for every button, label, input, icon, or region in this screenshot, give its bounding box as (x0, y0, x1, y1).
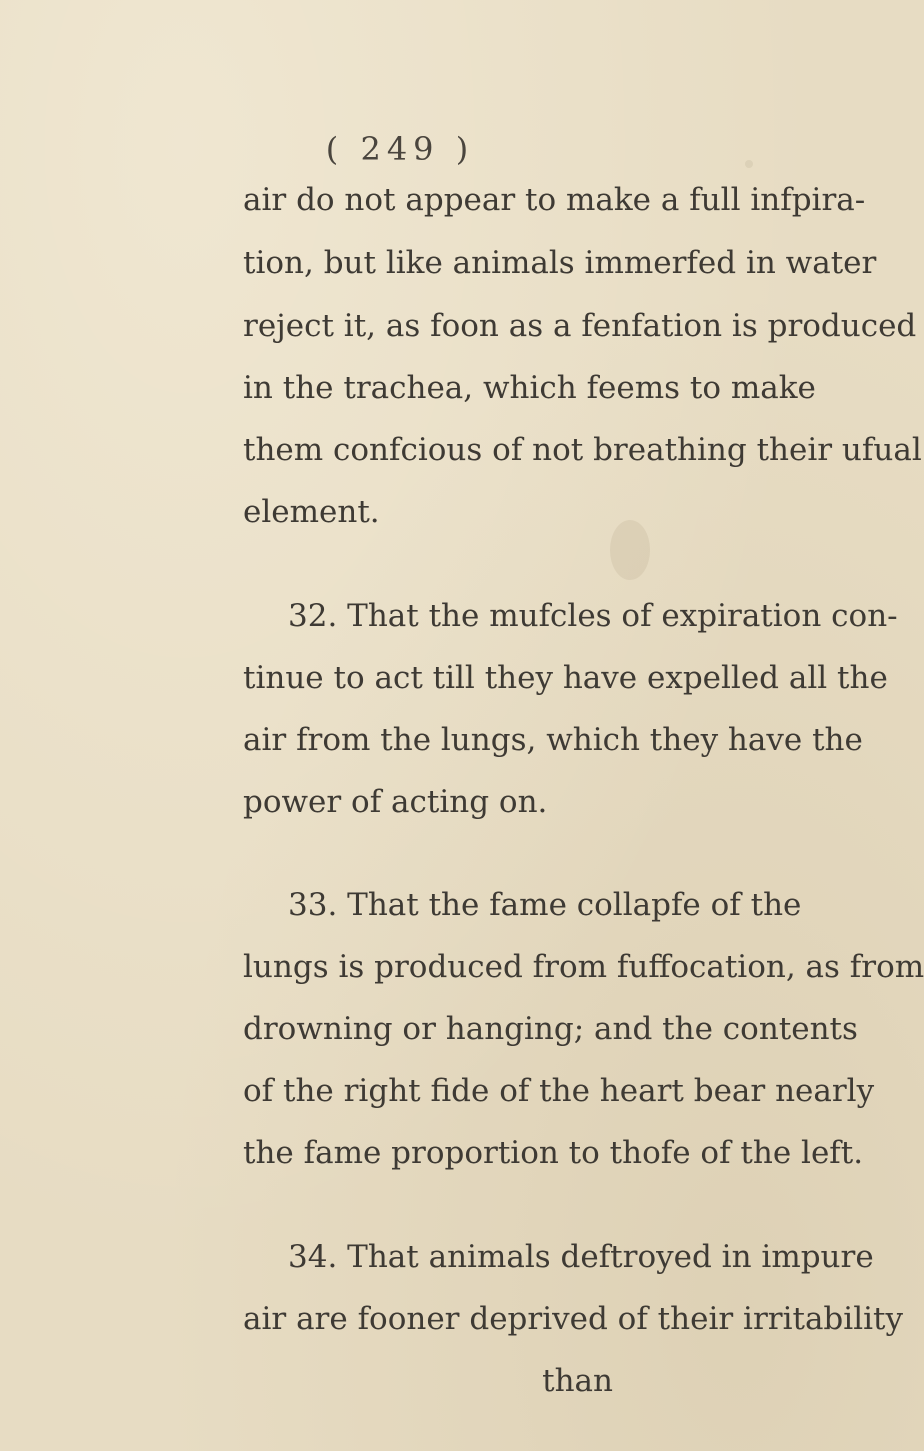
text-line: lungs is produced from fuffocation, as from (243, 949, 924, 985)
paper-stain (610, 520, 650, 580)
text-line: the fame proportion to thofe of the left. (243, 1135, 864, 1171)
text-line: in the trachea, which feems to make (243, 370, 816, 406)
catchword: than (542, 1363, 613, 1399)
text-line: power of acting on. (243, 784, 548, 820)
text-line: tinue to act till they have expelled all the (243, 660, 888, 696)
text-line: tion, but like animals immerfed in water (243, 245, 877, 281)
text-line: them confcious of not breathing their ufual (243, 432, 922, 468)
text-line: air are fooner deprived of their irritability (243, 1301, 903, 1337)
paragraph-34-start: 34. That animals deftroyed in impure (288, 1239, 874, 1275)
text-line: air do not appear to make a full infpira- (243, 182, 866, 218)
paragraph-33-start: 33. That the fame collapfe of the (288, 887, 802, 923)
paragraph-32-start: 32. That the mufcles of expiration con- (288, 598, 898, 634)
text-line: of the right fide of the heart bear nearly (243, 1073, 875, 1109)
page-number: ( 249 ) (325, 130, 475, 168)
text-line: air from the lungs, which they have the (243, 722, 863, 758)
text-line: element. (243, 494, 380, 530)
text-line: reject it, as foon as a fenfation is produced (243, 308, 917, 344)
text-line: drowning or hanging; and the contents (243, 1011, 858, 1047)
